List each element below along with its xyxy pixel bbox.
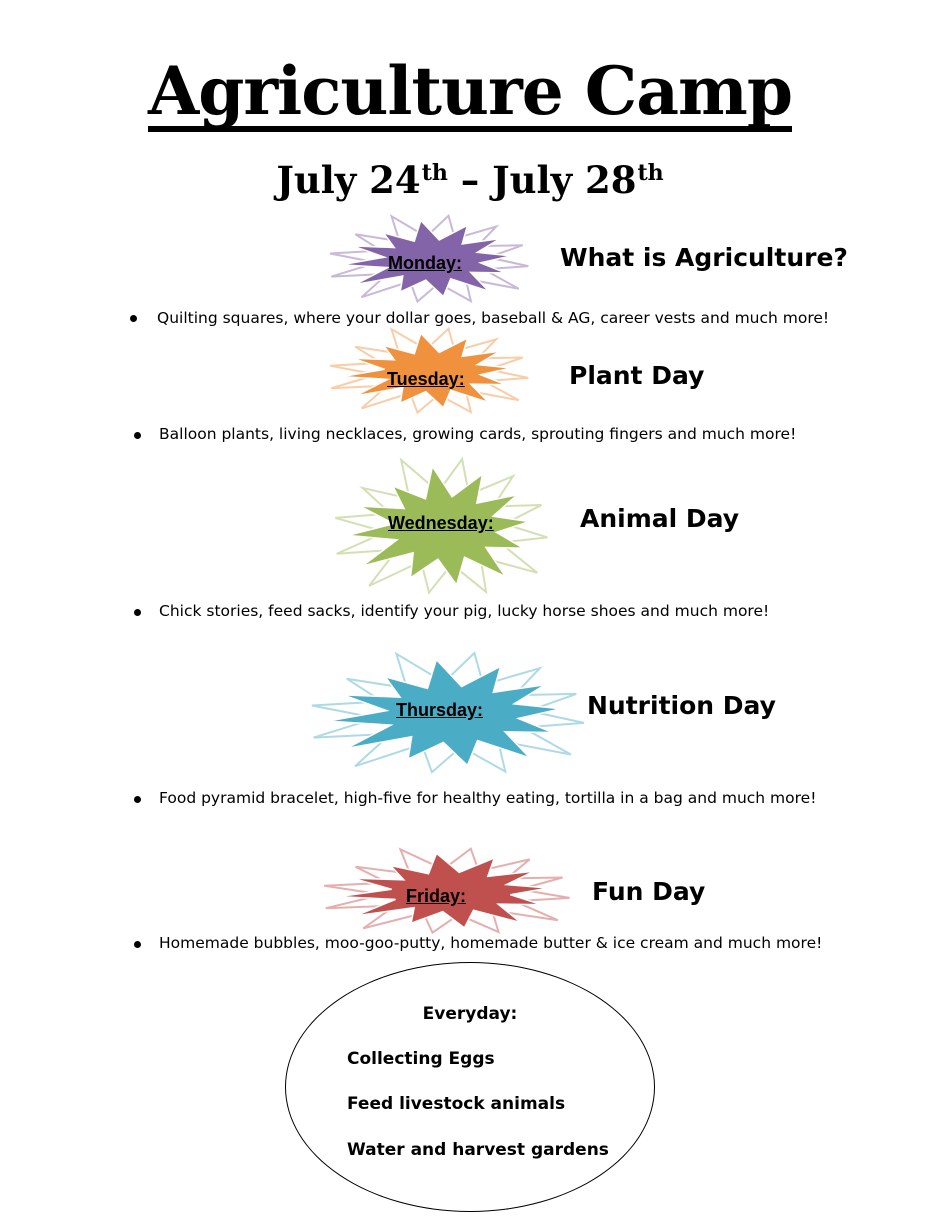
day-theme-friday: Fun Day bbox=[592, 877, 706, 906]
bullet bbox=[134, 432, 141, 439]
activities-wednesday: Chick stories, feed sacks, identify your pig, lucky horse shoes and much more! bbox=[159, 602, 770, 620]
bullet bbox=[134, 941, 141, 948]
day-label-thursday: Thursday: bbox=[396, 700, 484, 720]
activities-monday: Quilting squares, where your dollar goes, baseball & AG, career vests and much more! bbox=[157, 309, 830, 327]
everyday-item: Collecting Eggs bbox=[347, 1049, 495, 1069]
day-label-friday: Friday: bbox=[406, 886, 467, 906]
camp-dates: July 24th – July 28th bbox=[276, 158, 664, 202]
day-theme-wednesday: Animal Day bbox=[580, 504, 740, 533]
everyday-ellipse bbox=[285, 962, 655, 1212]
day-label-wednesday: Wednesday: bbox=[388, 513, 494, 533]
day-theme-monday: What is Agriculture? bbox=[560, 243, 848, 272]
bullet bbox=[130, 315, 137, 322]
everyday-item: Water and harvest gardens bbox=[347, 1140, 609, 1160]
everyday-item: Feed livestock animals bbox=[347, 1094, 566, 1114]
activities-tuesday: Balloon plants, living necklaces, growing cards, sprouting fingers and much more! bbox=[159, 425, 797, 443]
day-theme-tuesday: Plant Day bbox=[569, 361, 705, 390]
bullet bbox=[134, 796, 141, 803]
activities-friday: Homemade bubbles, moo-goo-putty, homemade butter & ice cream and much more! bbox=[159, 934, 823, 952]
day-label-tuesday: Tuesday: bbox=[387, 369, 465, 389]
day-theme-thursday: Nutrition Day bbox=[587, 691, 776, 720]
day-label-monday: Monday: bbox=[388, 253, 462, 273]
bullet bbox=[134, 609, 141, 616]
everyday-title: Everyday: bbox=[422, 1004, 518, 1024]
activities-thursday: Food pyramid bracelet, high-five for healthy eating, tortilla in a bag and much more! bbox=[159, 789, 817, 807]
page-title: Agriculture Camp bbox=[148, 52, 792, 130]
